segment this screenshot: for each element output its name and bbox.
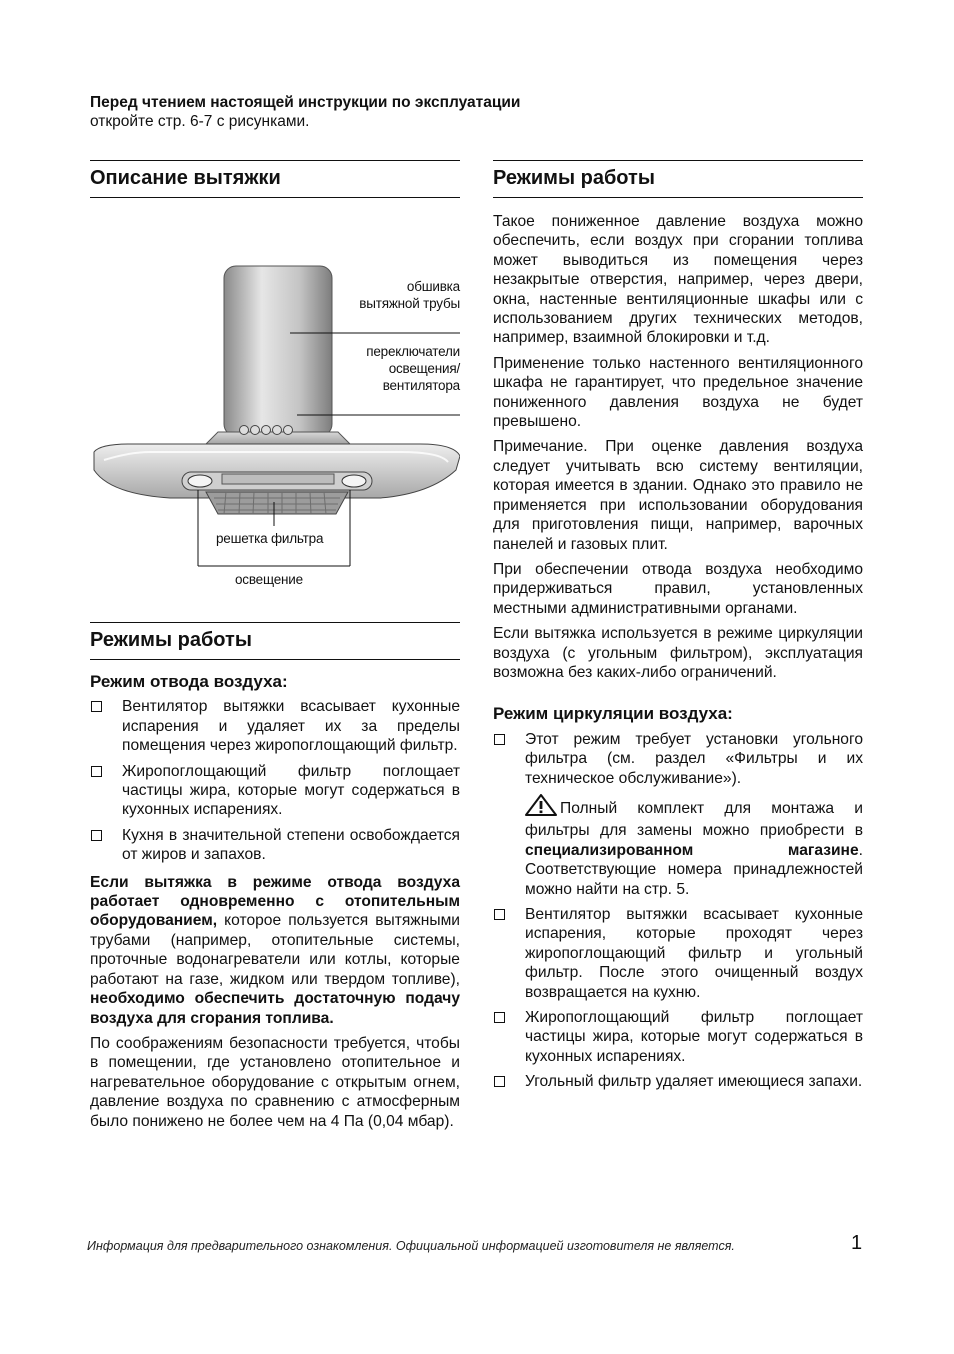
list-item-text: Этот режим требует установки угольного фильтра (см. раздел «Фильтры и их техническое обслуживание»). (525, 730, 863, 787)
warning-bold-tail: необходимо обеспечить достаточную подачу воздуха для сгорания топлива. (90, 990, 460, 1027)
checkbox-icon (91, 830, 102, 841)
page-number: 1 (851, 1232, 863, 1254)
warning-text-2: . Соответствующие номера принадлежностей можно найти на стр. 5. (525, 841, 863, 898)
list-item (493, 905, 863, 1002)
label-duct-cover (359, 278, 460, 312)
circulation-mode-title: Режим циркуляции воздуха: (493, 704, 733, 724)
hood-diagram (90, 208, 460, 588)
checkbox-icon (91, 766, 102, 777)
circulation-list-1 (493, 730, 863, 788)
circulation-list-2 (493, 905, 863, 1092)
list-item (493, 1072, 863, 1091)
label-filter-grid: решетка фильтра (216, 531, 324, 546)
exhaust-list (90, 697, 460, 864)
warning-text: которое пользуется вытяжными трубами (например, отопительные системы, проточные водонагреватели или котлы, которые работают на газе, жидком или твердом топливе), (90, 912, 460, 988)
filter-grid (206, 474, 348, 514)
warning-shop: специализированном магазине (525, 841, 859, 859)
list-item-text: Жиропоглощающий фильтр поглощает частицы жира, которые могут содержаться в кухонных испарениях. (122, 762, 460, 819)
heating-warning (90, 873, 460, 1028)
checkbox-icon (494, 734, 505, 745)
safety-paragraph: По соображениям безопасности требуется, чтобы в помещении, где установлено отопительное и нагревательное оборудование с открытым огнем, давление воздуха по сравнению с атмосферным было понижено не более чем на 4 Па (0,04 мбар). (90, 1034, 460, 1130)
label-switch-line-3: вентилятора (382, 378, 460, 393)
list-item (90, 826, 460, 865)
label-switches (366, 343, 460, 394)
list-item-text: Кухня в значительной степени освобождается от жиров и запахов. (122, 826, 460, 864)
checkbox-icon (494, 909, 505, 920)
warning-text-1: Полный комплект для монтажа и фильтры для замены можно приобрести в (525, 799, 863, 840)
warning-triangle-icon (525, 794, 557, 821)
list-item-text: Вентилятор вытяжки всасывает кухонные испарения, которые проходят через жиропоглощающий фильтр и угольный фильтр. После этого очищенный воздух возвращается на кухню. (525, 906, 863, 1001)
exhaust-mode-title: Режим отвода воздуха: (90, 672, 288, 691)
paragraph: Если вытяжка используется в режиме циркуляции воздуха (с угольным фильтром), эксплуатация возможна без каких-либо ограничений. (493, 625, 863, 681)
list-item-text: Вентилятор вытяжки всасывает кухонные испарения и удаляет их за пределы помещения через жиропоглощающий фильтр. (122, 698, 460, 755)
paragraph: При обеспечении отвода воздуха необходимо придерживаться правил, установленных местными административными органами. (493, 560, 863, 617)
checkbox-icon (494, 1076, 505, 1087)
label-switch-line-2: освещения/ (388, 361, 460, 376)
description-title: Описание вытяжки (90, 160, 460, 198)
left-column (90, 160, 460, 1137)
paragraph: Применение только настенного вентиляционного шкафа не гарантирует, что предельное значение пониженного давления воздуха не будет превышено. (493, 354, 863, 431)
modes-title-right: Режимы работы (493, 160, 863, 198)
modes-title-left: Режимы работы (90, 622, 460, 660)
intro-line-1: Перед чтением настоящей инструкции по эксплуатации (90, 94, 521, 111)
label-duct-line-1: обшивка (406, 279, 460, 294)
switch-buttons (240, 426, 293, 435)
right-column (493, 160, 863, 1100)
list-item-text: Жиропоглощающий фильтр поглощает частицы жира, которые могут содержаться в кухонных испарениях. (525, 1009, 863, 1065)
warning-bold-lead: Если вытяжка в режиме отвода воздуха работает одновременно с отопительным оборудованием, (90, 873, 460, 930)
label-switch-line-1: переключатели (366, 344, 460, 359)
label-duct-line-2: вытяжной трубы (359, 296, 460, 311)
list-item (493, 1008, 863, 1066)
list-item (493, 730, 863, 788)
paragraph: Такое пониженное давление воздуха можно обеспечить, если воздух при сгорании топлива может выводиться из помещения через незакрытые отверстия, например, через двери, окна, настенные вентиляционные шкафы или с использованием других технических методов, например, взаимной блокировки и т.д. (493, 213, 863, 347)
paragraph: Примечание. При оценке давления воздуха следует учитывать всю систему вентиляции, которая имеется в здании. Однако это правило не применяется при использовании оборудования для приготовления пищи, например, варочных панелей и газовых плит. (493, 438, 863, 553)
checkbox-icon (494, 1012, 505, 1023)
list-item-text: Угольный фильтр удаляет имеющиеся запахи. (525, 1073, 863, 1091)
list-item (90, 762, 460, 820)
footer-note: Информация для предварительного ознакомления. Официальной информацией изготовителя не является. (87, 1239, 735, 1253)
intro-line-2: откройте стр. 6-7 с рисунками. (90, 113, 310, 130)
checkbox-icon (91, 701, 102, 712)
intro-note (90, 93, 690, 131)
label-lighting: освещение (235, 572, 303, 587)
accessory-warning (493, 794, 863, 899)
list-item (90, 697, 460, 755)
